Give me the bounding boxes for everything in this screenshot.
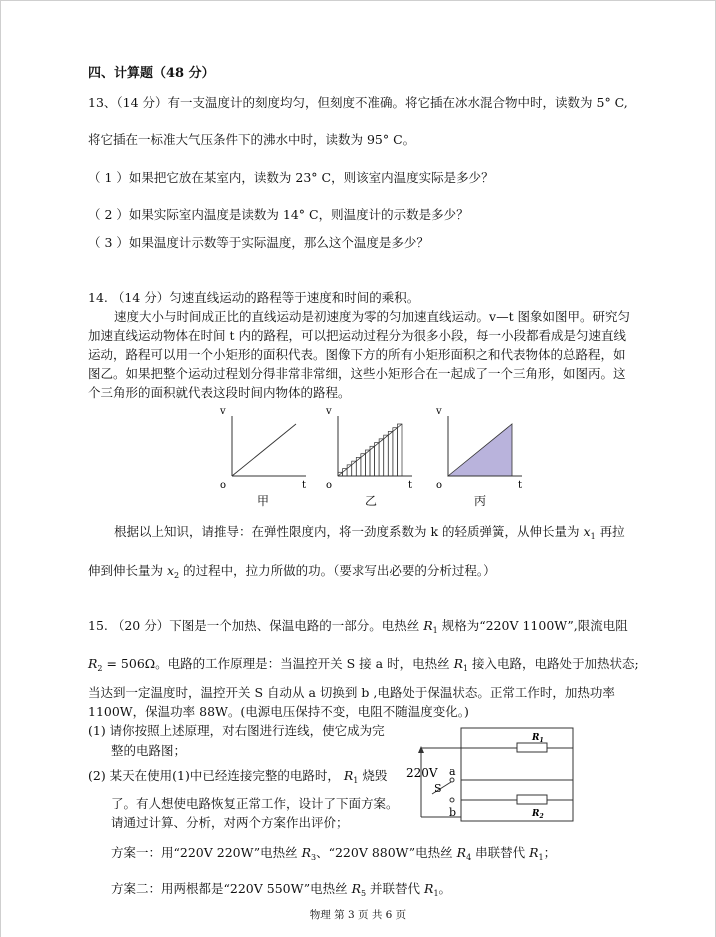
page-border-top [0, 0, 716, 1]
q13-part-3: （ 3 ）如果温度计示数等于实际温度，那么这个温度是多少？ [88, 235, 429, 250]
vt-graph-jia [214, 404, 314, 490]
q14-line-3: 加速直线运动物体在时间 t 内的路程，可以把运动过程分为很多小段，每一小段都看成是匀速直线 [88, 328, 626, 343]
var-x: x [166, 563, 175, 578]
plan1-text-c: 串联替代 [471, 845, 530, 860]
plan2-text-b: 并联替代 [366, 881, 425, 896]
q15-line-1 [88, 618, 628, 639]
q15-sub-2c: 请通过计算、分析，对两个方案作出评价； [111, 815, 349, 830]
var-r-sub: 4 [466, 853, 472, 862]
q13-part-2: （ 2 ）如果实际室内温度是读数为 14° C，则温度计的示数是多少？ [88, 207, 469, 222]
label-b: b [449, 806, 457, 819]
var-r: R [423, 618, 433, 633]
axis-label-t: t [408, 480, 413, 490]
var-r-sub: 1 [433, 889, 439, 898]
q15-sub-2a-text-b: 烧毁 [358, 768, 388, 783]
var-r: R [301, 845, 311, 860]
q14-task-text-1b: 再拉 [595, 524, 625, 539]
triangle-area [448, 424, 512, 476]
page-footer: 物理 第 3 页 共 6 页 [309, 909, 407, 921]
graph-line [232, 424, 296, 476]
q15-text-1: 15. （20 分）下图是一个加热、保温电路的一部分。电热丝 [88, 618, 424, 633]
var-r: R [351, 881, 361, 896]
origin-label: o [326, 480, 333, 490]
strip-rect [397, 424, 402, 476]
q15-sub-2a-text: (2) 某天在使用(1)中已经连接完整的电路时， [88, 768, 344, 783]
q14-line-5: 图乙。如果把整个运动过程划分得非常非常细，这些小矩形合在一起成了一个三角形，如图丙。这 [88, 366, 626, 381]
section-title: 四、计算题（48 分） [88, 66, 215, 81]
var-r: R [88, 656, 98, 671]
origin-label: o [436, 480, 443, 490]
strip-rect [388, 431, 393, 476]
plan1-text-a: 方案一：用“220V 220W”电热丝 [111, 845, 302, 860]
var-r-sub: 5 [360, 889, 367, 898]
q14-task-line-1 [114, 524, 625, 545]
q15-text-1b: 规格为“220V 1100W”,限流电阻 [437, 618, 628, 633]
var-x-sub: 1 [590, 532, 596, 541]
strip-rect [370, 446, 375, 476]
q15-text-2: 。电路的工作原理是：当温控开关 S 接 a 时，电热丝 [155, 656, 454, 671]
var-r-sub: 1 [432, 626, 438, 635]
label-r2-letter: R [532, 809, 540, 819]
q14-task-text-1: 根据以上知识，请推导：在弹性限度内，将一劲度系数为 k 的轻质弹簧，从伸长量为 [114, 524, 584, 539]
var-r-sub: 1 [538, 853, 544, 862]
caption-jia: 甲 [257, 494, 270, 508]
q13-line-1: 13、（14 分）有一支温度计的刻度均匀，但刻度不准确。将它插在冰水混合物中时，读数为 5° C, [88, 95, 628, 110]
var-x-sub: 2 [174, 571, 180, 580]
label-r2 [531, 809, 544, 820]
q15-sub-2a [88, 768, 387, 789]
label-r1-letter: R [532, 733, 540, 743]
strip-rect [343, 469, 348, 476]
q15-line-4: 1100W，保温功率 88W。(电源电压保持不变，电阻不随温度变化。) [88, 704, 469, 719]
q14-line-6: 个三角形的面积就代表这段时间内物体的路程。 [88, 385, 351, 400]
var-r-sub: 1 [462, 664, 469, 673]
voltage-arrow-head [418, 746, 424, 753]
plan2-text-c: 。 [438, 881, 452, 896]
q15-line-3: 当达到一定温度时，温控开关 S 自动从 a 切换到 b ,电路处于保温状态。正常工作时，加热功率 [88, 685, 615, 700]
var-x: x [583, 524, 591, 539]
page-border-left [0, 0, 1, 937]
var-r: R [343, 768, 354, 783]
caption-yi: 乙 [365, 494, 378, 508]
plan2-text-a: 方案二：用两根都是“220V 550W”电热丝 [111, 881, 352, 896]
q15-sub-2b: 了。有人想使电路恢复正常工作，设计了下面方案。 [111, 796, 399, 811]
q15-plan-1 [111, 845, 556, 866]
plan1-text-d: ； [543, 845, 557, 860]
var-r-sub: 1 [353, 776, 359, 785]
q14-task-text-2: 伸到伸长量为 [88, 563, 167, 578]
q15-line-2 [88, 656, 639, 677]
label-s: S [434, 782, 442, 795]
var-r: R [453, 656, 463, 671]
axis-label-t: t [302, 480, 307, 490]
resistor-r1 [517, 743, 547, 752]
q13-line-2: 将它插在一标准大气压条件下的沸水中时，读数为 95° C。 [88, 132, 416, 147]
terminal-a [450, 778, 454, 782]
q14-task-line-2 [88, 563, 496, 584]
axis-label-v: v [326, 406, 332, 417]
q15-plan-2 [111, 881, 451, 902]
vt-graph-yi [320, 404, 420, 490]
label-a: a [449, 765, 456, 778]
q13-part-1: （ 1 ）如果把它放在某室内，读数为 23° C，则该室内温度实际是多少？ [88, 170, 494, 185]
circuit-diagram [404, 724, 576, 824]
axis-label-t: t [518, 480, 523, 490]
strip-rect [384, 435, 389, 476]
q14-line-1: 14. （14 分）匀速直线运动的路程等于速度和时间的乘积。 [88, 290, 420, 305]
resistor-r2 [517, 795, 547, 804]
axis-label-v: v [220, 406, 226, 417]
label-r1 [531, 733, 544, 744]
q15-eq: = 506Ω [102, 656, 156, 671]
voltage-label: 220V [406, 766, 438, 780]
caption-bing: 丙 [474, 494, 487, 508]
var-r: R [424, 881, 434, 896]
q15-text-2b: 接入电路，电路处于加热状态; [468, 656, 639, 671]
axis-label-v: v [436, 406, 442, 417]
var-r: R [456, 845, 467, 860]
q14-task-text-2b: 的过程中，拉力所做的功。（要求写出必要的分析过程。） [179, 563, 496, 578]
strip-rect [379, 439, 384, 476]
q15-sub-1b: 整的电路图； [111, 743, 187, 758]
strip-rect [375, 443, 380, 476]
var-r-sub: 2 [97, 664, 103, 673]
q15-sub-1a: (1) 请你按照上述原理，对右图进行连线，使它成为完 [88, 723, 385, 738]
label-r2-sub: 2 [539, 813, 544, 820]
plan1-text-b: 、“220V 880W”电热丝 [316, 845, 457, 860]
strip-rect [365, 450, 370, 476]
circuit-box [461, 728, 573, 821]
vt-graph-bing [430, 404, 530, 490]
var-r: R [529, 845, 539, 860]
q14-line-2: 速度大小与时间成正比的直线运动是初速度为零的匀加速直线运动。v—t 图象如图甲。研究匀 [114, 309, 631, 324]
strip-rect [393, 428, 398, 476]
q14-line-4: 运动，路程可以用一个小矩形的面积代表。图像下方的所有小矩形面积之和代表物体的总路程，如 [88, 347, 626, 362]
origin-label: o [220, 480, 227, 490]
terminal-b [450, 798, 454, 802]
var-r-sub: 3 [310, 853, 317, 862]
label-r1-sub: 1 [539, 737, 544, 744]
